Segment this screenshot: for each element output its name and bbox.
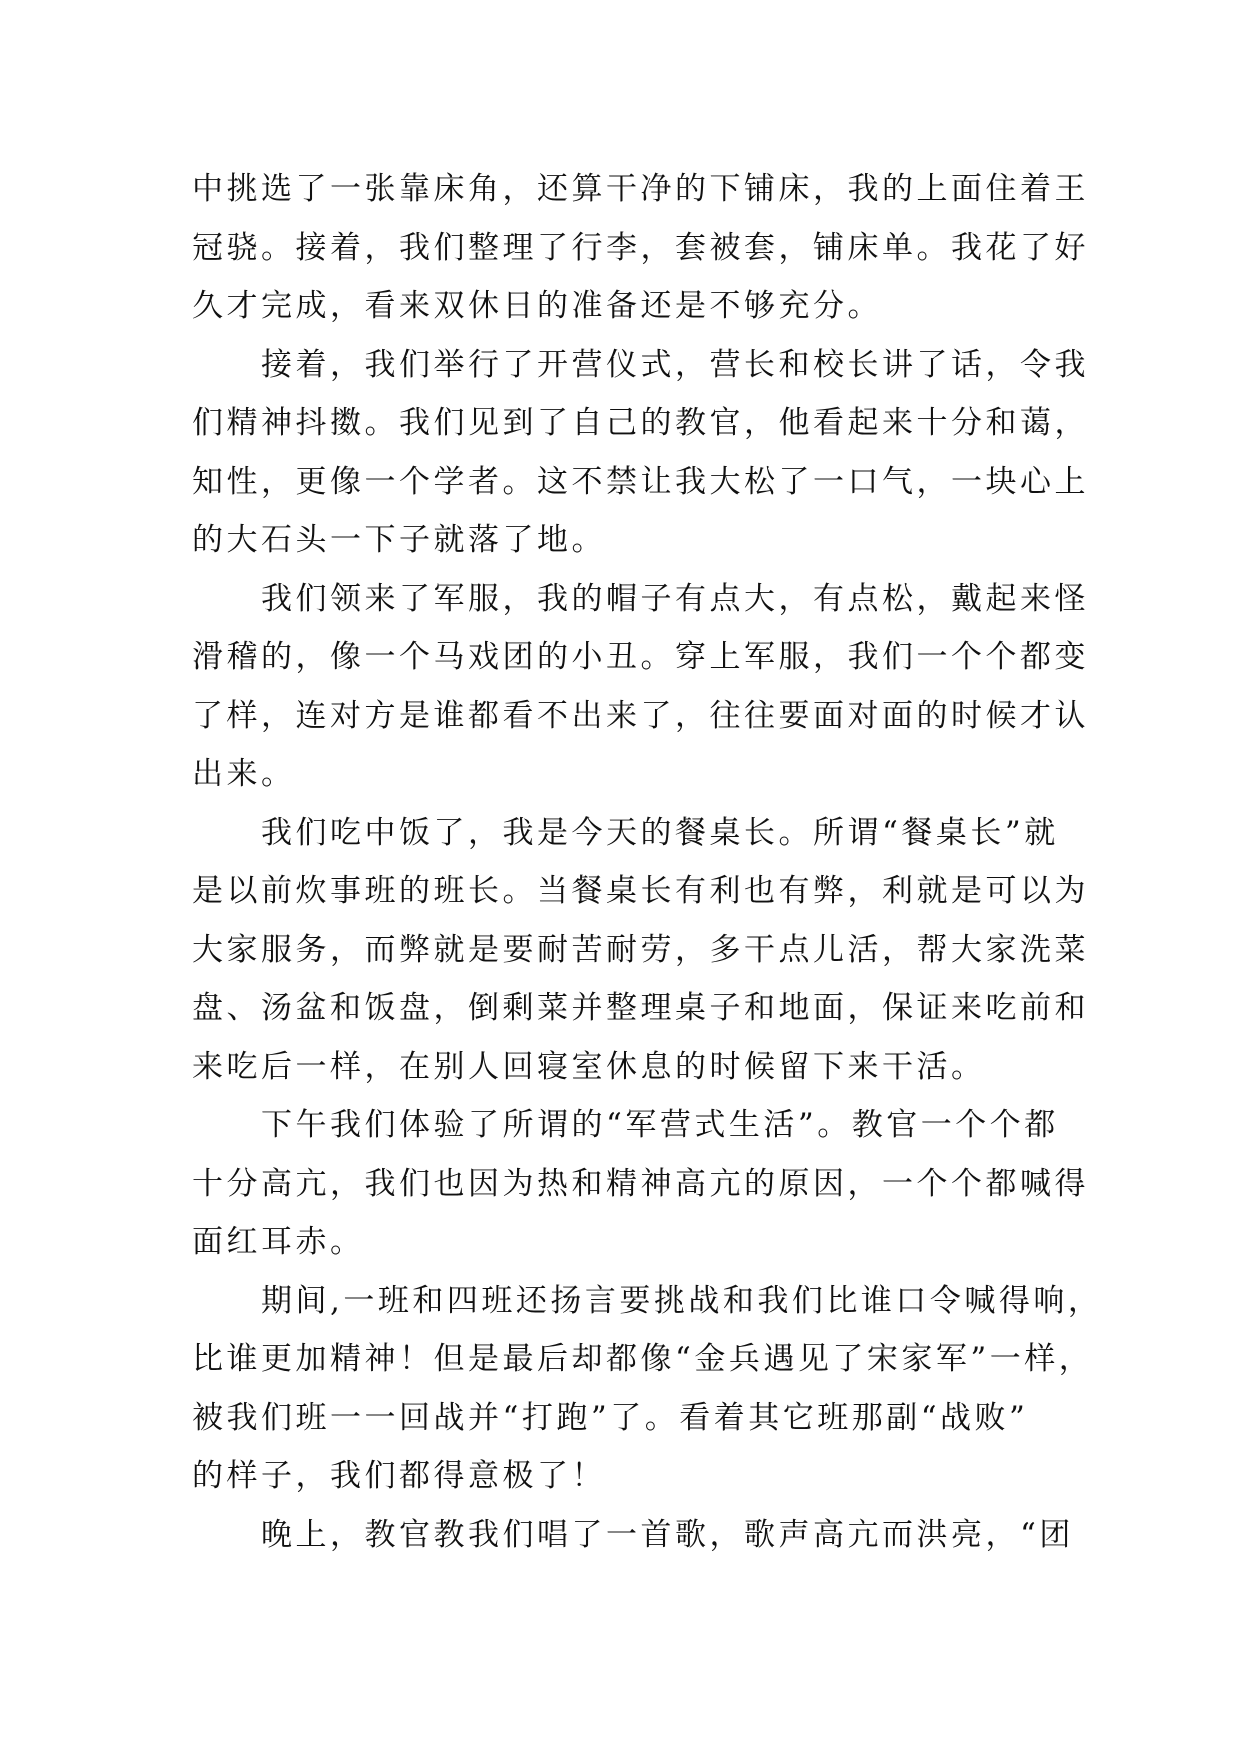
text-line: 知性，更像一个学者。这不禁让我大松了一口气，一块心上 — [192, 463, 1089, 500]
text-line: 滑稽的，像一个马戏团的小丑。穿上军服，我们一个个都变 — [192, 639, 1089, 675]
article-body — [192, 160, 1103, 1564]
text-line: 晚上，教官教我们唱了一首歌，歌声高亢而洪亮，“团 — [192, 1516, 1074, 1553]
text-line: 被我们班一一回战并“打跑”了。看着其它班那副“战败” — [192, 1399, 1029, 1436]
text-line: 的样子，我们都得意极了！ — [192, 1458, 606, 1494]
text-line: 大家服务，而弊就是要耐苦耐劳，多干点儿活，帮大家洗菜 — [192, 931, 1089, 968]
text-line: 的大石头一下子就落了地。 — [192, 522, 606, 558]
text-line: 冠骁。接着，我们整理了行李，套被套，铺床单。我花了好 — [192, 229, 1089, 266]
text-line: 久才完成，看来双休日的准备还是不够充分。 — [192, 288, 882, 324]
text-line: 比谁更加精神！但是最后却都像“金兵遇见了宋家军”一样， — [192, 1341, 1094, 1377]
text-line: 是以前炊事班的班长。当餐桌长有利也有弊，利就是可以为 — [192, 873, 1089, 909]
text-line: 下午我们体验了所谓的“军营式生活”。教官一个个都 — [192, 1107, 1059, 1143]
text-line: 了样，连对方是谁都看不出来了，往往要面对面的时候才认 — [192, 697, 1089, 734]
text-line: 我们吃中饭了，我是今天的餐桌长。所谓“餐桌长”就 — [192, 814, 1059, 851]
text-line: 中挑选了一张靠床角，还算干净的下铺床，我的上面住着王 — [192, 171, 1089, 207]
text-line: 面红耳赤。 — [192, 1224, 365, 1260]
text-line: 我们领来了军服，我的帽子有点大，有点松，戴起来怪 — [192, 580, 1089, 617]
text-line: 期间,一班和四班还扬言要挑战和我们比谁口令喊得响， — [192, 1282, 1103, 1319]
text-line: 盘、汤盆和饭盘，倒剩菜并整理桌子和地面，保证来吃前和 — [192, 990, 1089, 1026]
text-line: 接着，我们举行了开营仪式，营长和校长讲了话，令我 — [192, 346, 1089, 383]
text-line: 来吃后一样，在别人回寝室休息的时候留下来干活。 — [192, 1048, 986, 1085]
text-line: 出来。 — [192, 756, 296, 792]
text-line: 们精神抖擞。我们见到了自己的教官，他看起来十分和蔼， — [192, 405, 1089, 441]
text-line: 十分高亢，我们也因为热和精神高亢的原因，一个个都喊得 — [192, 1165, 1089, 1202]
